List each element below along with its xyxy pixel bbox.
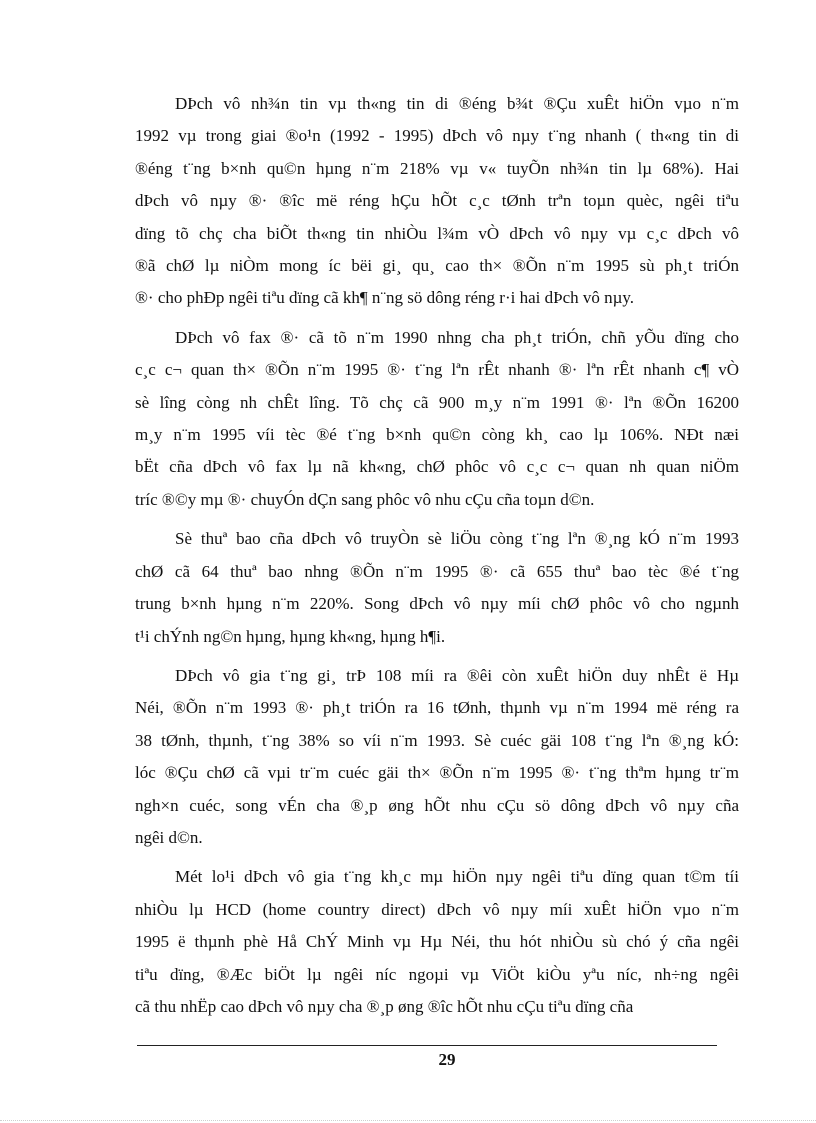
paragraph	[135, 523, 739, 653]
text-line: tríc ®©y mµ ®· chuyÓn dÇn sang phôc vô nhu cÇu cña toµn d©n.	[135, 489, 595, 509]
text-line: ngh×n cuéc, song vÉn cha ®¸p øng hÕt nhu cÇu sö dông dÞch vô nµy cña	[135, 795, 739, 815]
text-line: ®ã chØ lµ niÒm mong íc bëi gi¸ qu¸ cao th× ®Õn n¨m 1995 sù ph¸t triÓn	[135, 256, 739, 276]
body-text	[135, 88, 739, 1030]
text-line: ®éng t¨ng b×nh qu©n hµng n¨m 218% vµ v« tuyÕn nh¾n tin lµ 68%). Hai	[135, 158, 739, 178]
text-line: ®· cho phÐp ngêi tiªu dïng cã kh¶ n¨ng sö dông réng r·i hai dÞch vô nµy.	[135, 288, 635, 308]
page-bottom-edge	[0, 1120, 816, 1121]
text-line: lóc ®Çu chØ cã vµi tr¨m cuéc gäi th× ®Õn n¨m 1995 ®· t¨ng thªm hµng tr¨m	[135, 763, 739, 783]
text-line: Sè thuª bao cña dÞch vô truyÒn sè liÖu còng t¨ng lªn ®¸ng kÓ n¨m 1993	[175, 529, 739, 549]
text-line: 1995 ë thµnh phè Hå ChÝ Minh vµ Hµ Néi, thu hót nhiÒu sù chó ý cña ngêi	[135, 932, 739, 952]
footer-divider	[137, 1045, 717, 1046]
text-line: chØ cã 64 thuª bao nhng ®Õn n¨m 1995 ®· cã 655 thuª bao tèc ®é t¨ng	[135, 561, 739, 581]
text-line: DÞch vô fax ®· cã tõ n¨m 1990 nhng cha ph¸t triÓn, chñ yÕu dïng cho	[175, 327, 739, 347]
text-line: DÞch vô gia t¨ng gi¸ trÞ 108 míi ra ®êi còn xuÊt hiÖn duy nhÊt ë Hµ	[175, 665, 739, 685]
paragraph	[135, 660, 739, 854]
text-line: DÞch vô nh¾n tin vµ th«ng tin di ®éng b¾t ®Çu xuÊt hiÖn vµo n¨m	[175, 94, 739, 113]
text-line: Mét lo¹i dÞch vô gia t¨ng kh¸c mµ hiÖn nµy ngêi tiªu dïng quan t©m tíi	[175, 867, 739, 887]
paragraph	[135, 322, 739, 516]
text-line: nhiÒu lµ HCD (home country direct) dÞch vô nµy míi xuÊt hiÖn vµo n¨m	[135, 899, 739, 919]
text-line: dÞch vô nµy ®· ®îc më réng hÇu hÕt c¸c tØnh trªn toµn quèc, ngêi tiªu	[135, 191, 739, 211]
text-line: 38 tØnh, thµnh, t¨ng 38% so víi n¨m 1993. Sè cuéc gäi 108 t¨ng lªn ®¸ng kÓ:	[135, 730, 739, 750]
text-line: 1992 vµ trong giai ®o¹n (1992 - 1995) dÞch vô nµy t¨ng nhanh ( th«ng tin di	[135, 126, 739, 146]
text-line: t¹i chÝnh ng©n hµng, hµng kh«ng, hµng h¶i.	[135, 626, 446, 646]
text-line: m¸y n¨m 1995 víi tèc ®é t¨ng b×nh qu©n còng kh¸ cao lµ 106%. NÐt næi	[135, 425, 739, 445]
text-line: cã thu nhËp cao dÞch vô nµy cha ®¸p øng ®îc hÕt nhu cÇu tiªu dïng cña	[135, 996, 634, 1016]
page-number: 29	[438, 1050, 456, 1069]
text-line: Néi, ®Õn n¨m 1993 ®· ph¸t triÓn ra 16 tØnh, thµnh vµ n¨m 1994 më réng ra	[135, 698, 739, 718]
text-line: c¸c c¬ quan th× ®Õn n¨m 1995 ®· t¨ng lªn rÊt nhanh ®· lªn rÊt nhanh c¶ vÒ	[135, 360, 739, 380]
paragraph	[135, 861, 739, 1023]
text-line: tiªu dïng, ®Æc biÖt lµ ngêi níc ngoµi vµ ViÖt kiÒu yªu níc, nh÷ng ngêi	[135, 964, 739, 984]
text-line: ngêi d©n.	[135, 827, 203, 847]
text-line: sè lîng còng nh chÊt lîng. Tõ chç cã 900 m¸y n¨m 1991 ®· lªn ®Õn 16200	[135, 392, 739, 412]
text-line: bËt cña dÞch vô fax lµ nã kh«ng, chØ phôc vô c¸c c¬ quan nh quan niÖm	[135, 457, 739, 477]
text-line: trung b×nh hµng n¨m 220%. Song dÞch vô nµy míi chØ phôc vô cho ngµnh	[135, 594, 739, 614]
text-line: dïng tõ chç cha biÕt th«ng tin nhiÒu l¾m vÒ dÞch vô nµy vµ c¸c dÞch vô	[135, 223, 739, 243]
paragraph	[135, 88, 739, 315]
